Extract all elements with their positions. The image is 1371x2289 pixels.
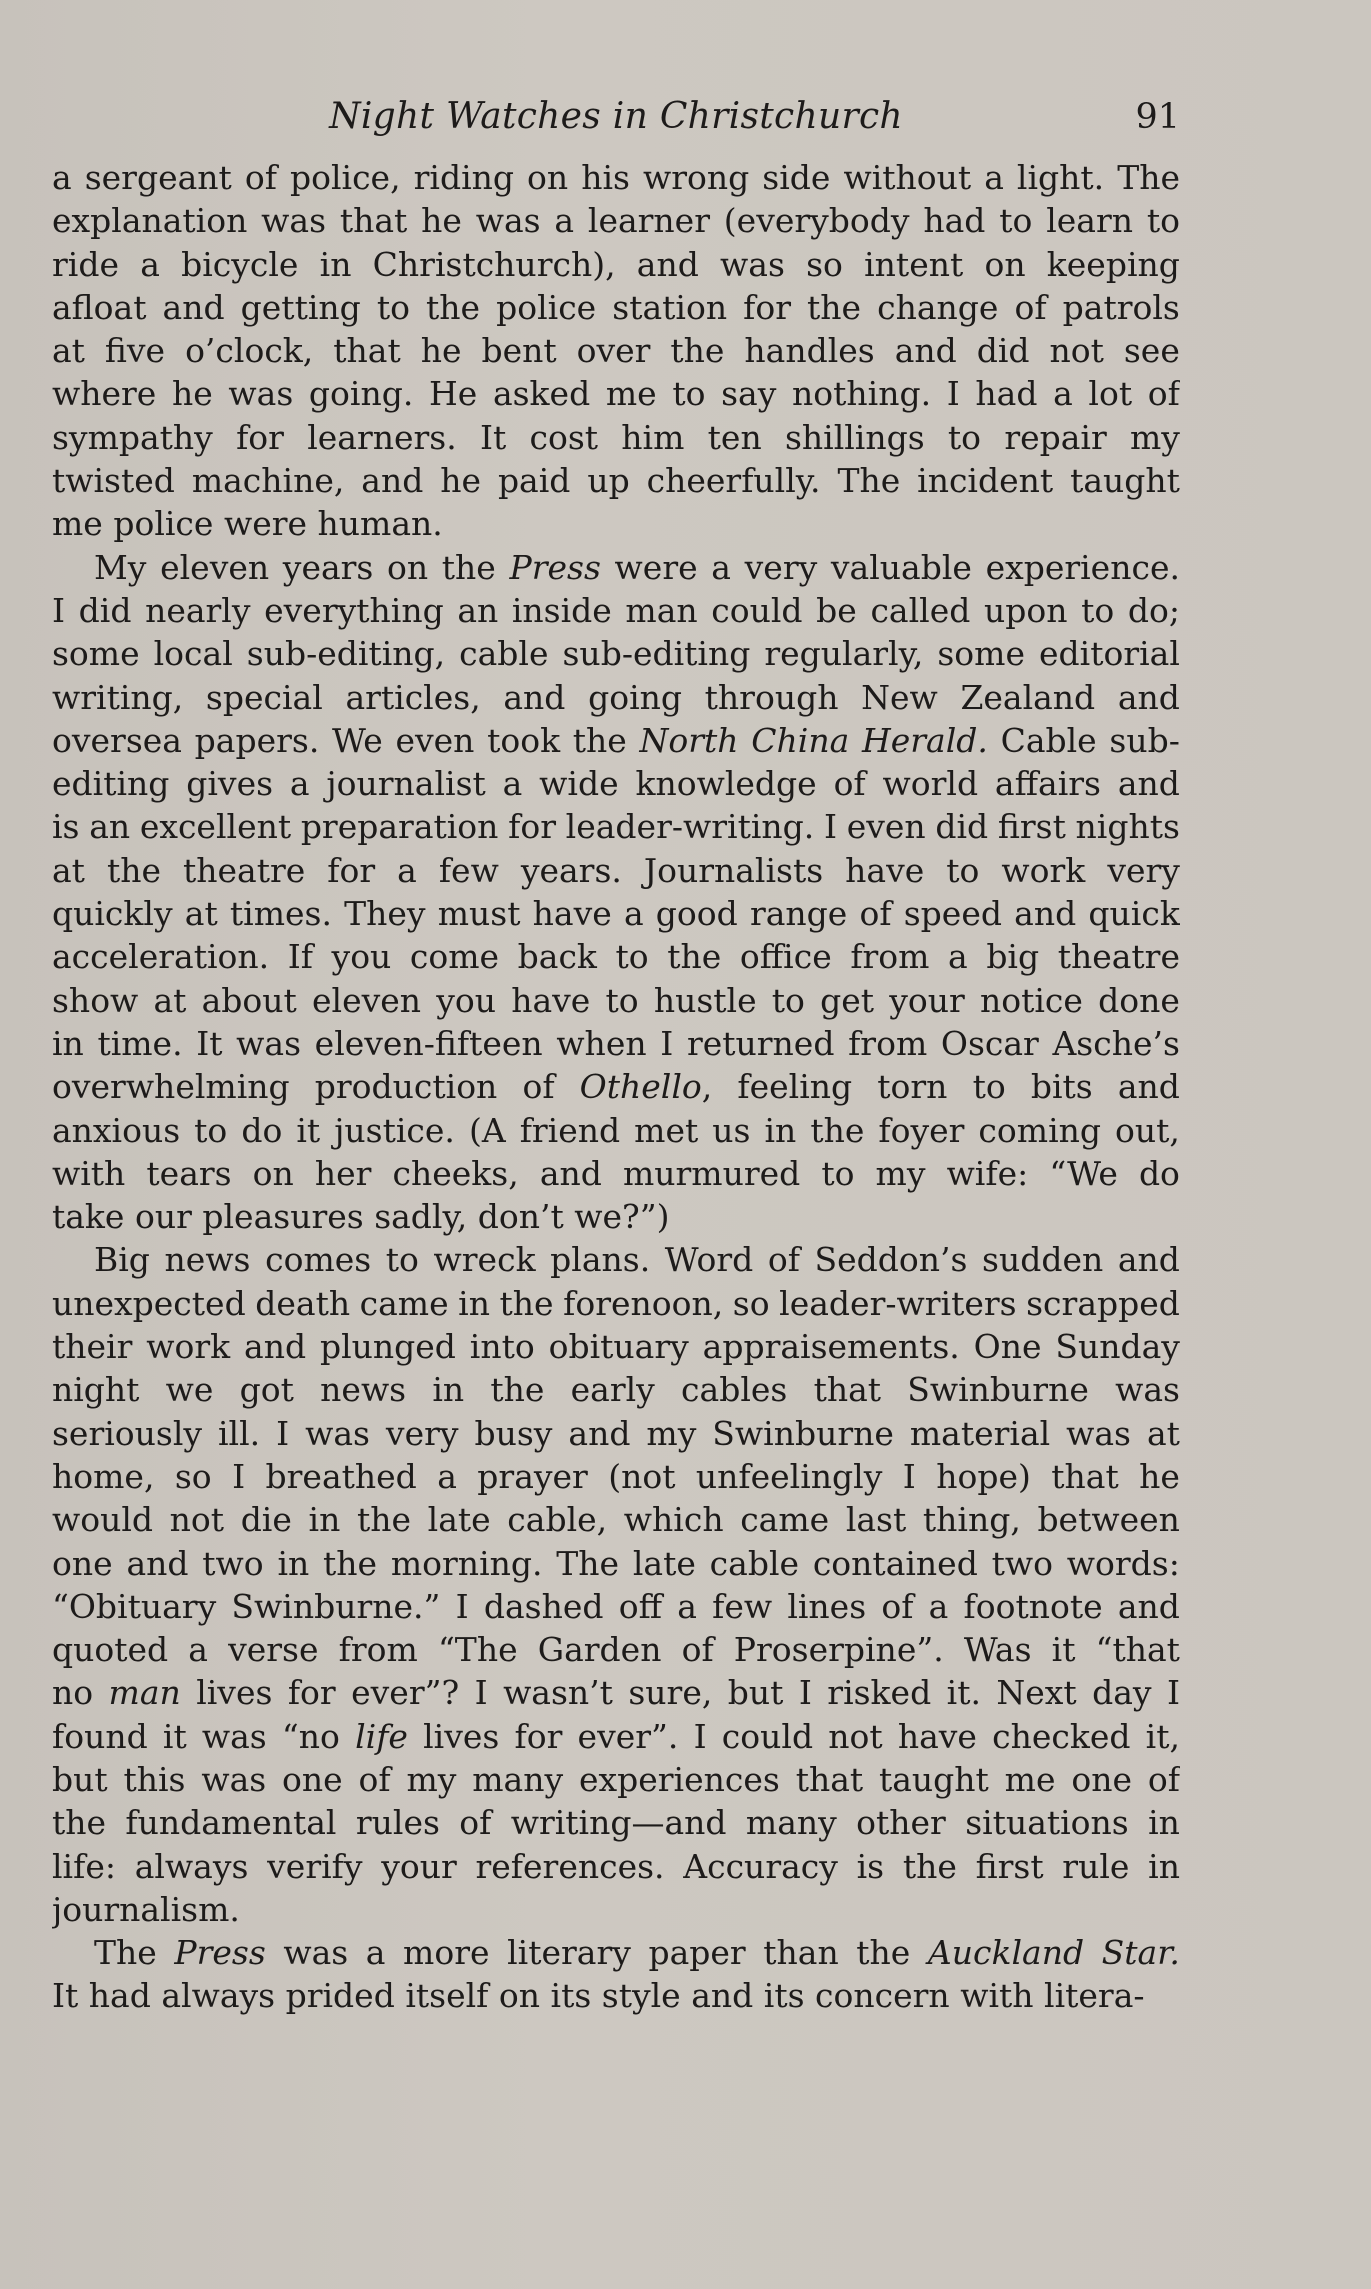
- text-line: ride a bicycle in Christchurch), and was so intent on keeping: [52, 244, 1180, 284]
- text-line: me police were human.: [52, 504, 443, 544]
- text-line: is an excellent preparation for leader-writing. I even did first nights: [52, 807, 1180, 847]
- text-line: It had always prided itself on its style and its concern with litera-: [52, 1976, 1145, 2016]
- page-number: 91: [1135, 97, 1180, 137]
- text-line: quoted a verse from “The Garden of Proserpine”. Was it “that: [52, 1630, 1180, 1670]
- text-line: explanation was that he was a learner (everybody had to learn to: [52, 201, 1180, 241]
- text-line: “Obituary Swinburne.” I dashed off a few lines of a footnote and: [52, 1586, 1180, 1626]
- text-line: seriously ill. I was very busy and my Swinburne material was at: [52, 1413, 1180, 1453]
- text-line: would not die in the late cable, which came last thing, between: [52, 1500, 1180, 1540]
- text-line: quickly at times. They must have a good range of speed and quick: [52, 894, 1180, 934]
- text-line: sympathy for learners. It cost him ten shillings to repair my: [52, 417, 1180, 457]
- text-line: acceleration. If you come back to the office from a big theatre: [52, 937, 1180, 977]
- text-line: night we got news in the early cables that Swinburne was: [52, 1370, 1180, 1410]
- text-line: I did nearly everything an inside man could be called upon to do;: [52, 590, 1180, 630]
- text-line: in time. It was eleven-fifteen when I returned from Oscar Asche’s: [52, 1023, 1180, 1063]
- text-line: anxious to do it justice. (A friend met us in the foyer coming out,: [52, 1110, 1180, 1150]
- text-line: afloat and getting to the police station for the change of patrols: [52, 287, 1180, 327]
- text-line: unexpected death came in the forenoon, so leader-writers scrapped: [52, 1283, 1180, 1323]
- text-line: home, so I breathed a prayer (not unfeelingly I hope) that he: [52, 1456, 1180, 1496]
- text-line: Big news comes to wreck plans. Word of Seddon’s sudden and: [94, 1240, 1180, 1280]
- text-line: oversea papers. We even took the North China Herald. Cable sub-: [52, 720, 1180, 760]
- text-line: their work and plunged into obituary appraisements. One Sunday: [52, 1327, 1180, 1367]
- text-line: My eleven years on the Press were a very valuable experience.: [94, 547, 1180, 587]
- text-line: the fundamental rules of writing—and many other situations in: [52, 1803, 1180, 1843]
- text-line: no man lives for ever”? I wasn’t sure, but I risked it. Next day I: [52, 1673, 1180, 1713]
- text-line: twisted machine, and he paid up cheerfully. The incident taught: [52, 461, 1180, 501]
- text-line: one and two in the morning. The late cable contained two words:: [52, 1543, 1180, 1583]
- text-line: editing gives a journalist a wide knowledge of world affairs and: [52, 764, 1180, 804]
- text-line: found it was “no life lives for ever”. I could not have checked it,: [52, 1716, 1180, 1756]
- text-line: where he was going. He asked me to say nothing. I had a lot of: [52, 374, 1180, 414]
- text-line: The Press was a more literary paper than the Auckland Star.: [94, 1933, 1180, 1973]
- text-line: writing, special articles, and going through New Zealand and: [52, 677, 1180, 717]
- text-line: life: always verify your references. Accuracy is the first rule in: [52, 1846, 1180, 1886]
- text-line: at five o’clock, that he bent over the handles and did not see: [52, 331, 1180, 371]
- running-title: Night Watches in Christchurch: [329, 96, 903, 137]
- text-line: journalism.: [52, 1889, 240, 1929]
- text-line: some local sub-editing, cable sub-editing regularly, some editorial: [52, 634, 1180, 674]
- text-line: take our pleasures sadly, don’t we?”): [52, 1197, 670, 1237]
- text-line: overwhelming production of Othello, feeling torn to bits and: [52, 1067, 1180, 1107]
- text-line: with tears on her cheeks, and murmured to my wife: “We do: [52, 1153, 1180, 1193]
- text-line: show at about eleven you have to hustle to get your notice done: [52, 980, 1180, 1020]
- body-text: [52, 156, 1180, 2018]
- text-line: at the theatre for a few years. Journalists have to work very: [52, 850, 1180, 890]
- running-head: [52, 90, 1180, 144]
- text-line: a sergeant of police, riding on his wrong side without a light. The: [52, 158, 1180, 197]
- text-line: but this was one of my many experiences that taught me one of: [52, 1759, 1180, 1799]
